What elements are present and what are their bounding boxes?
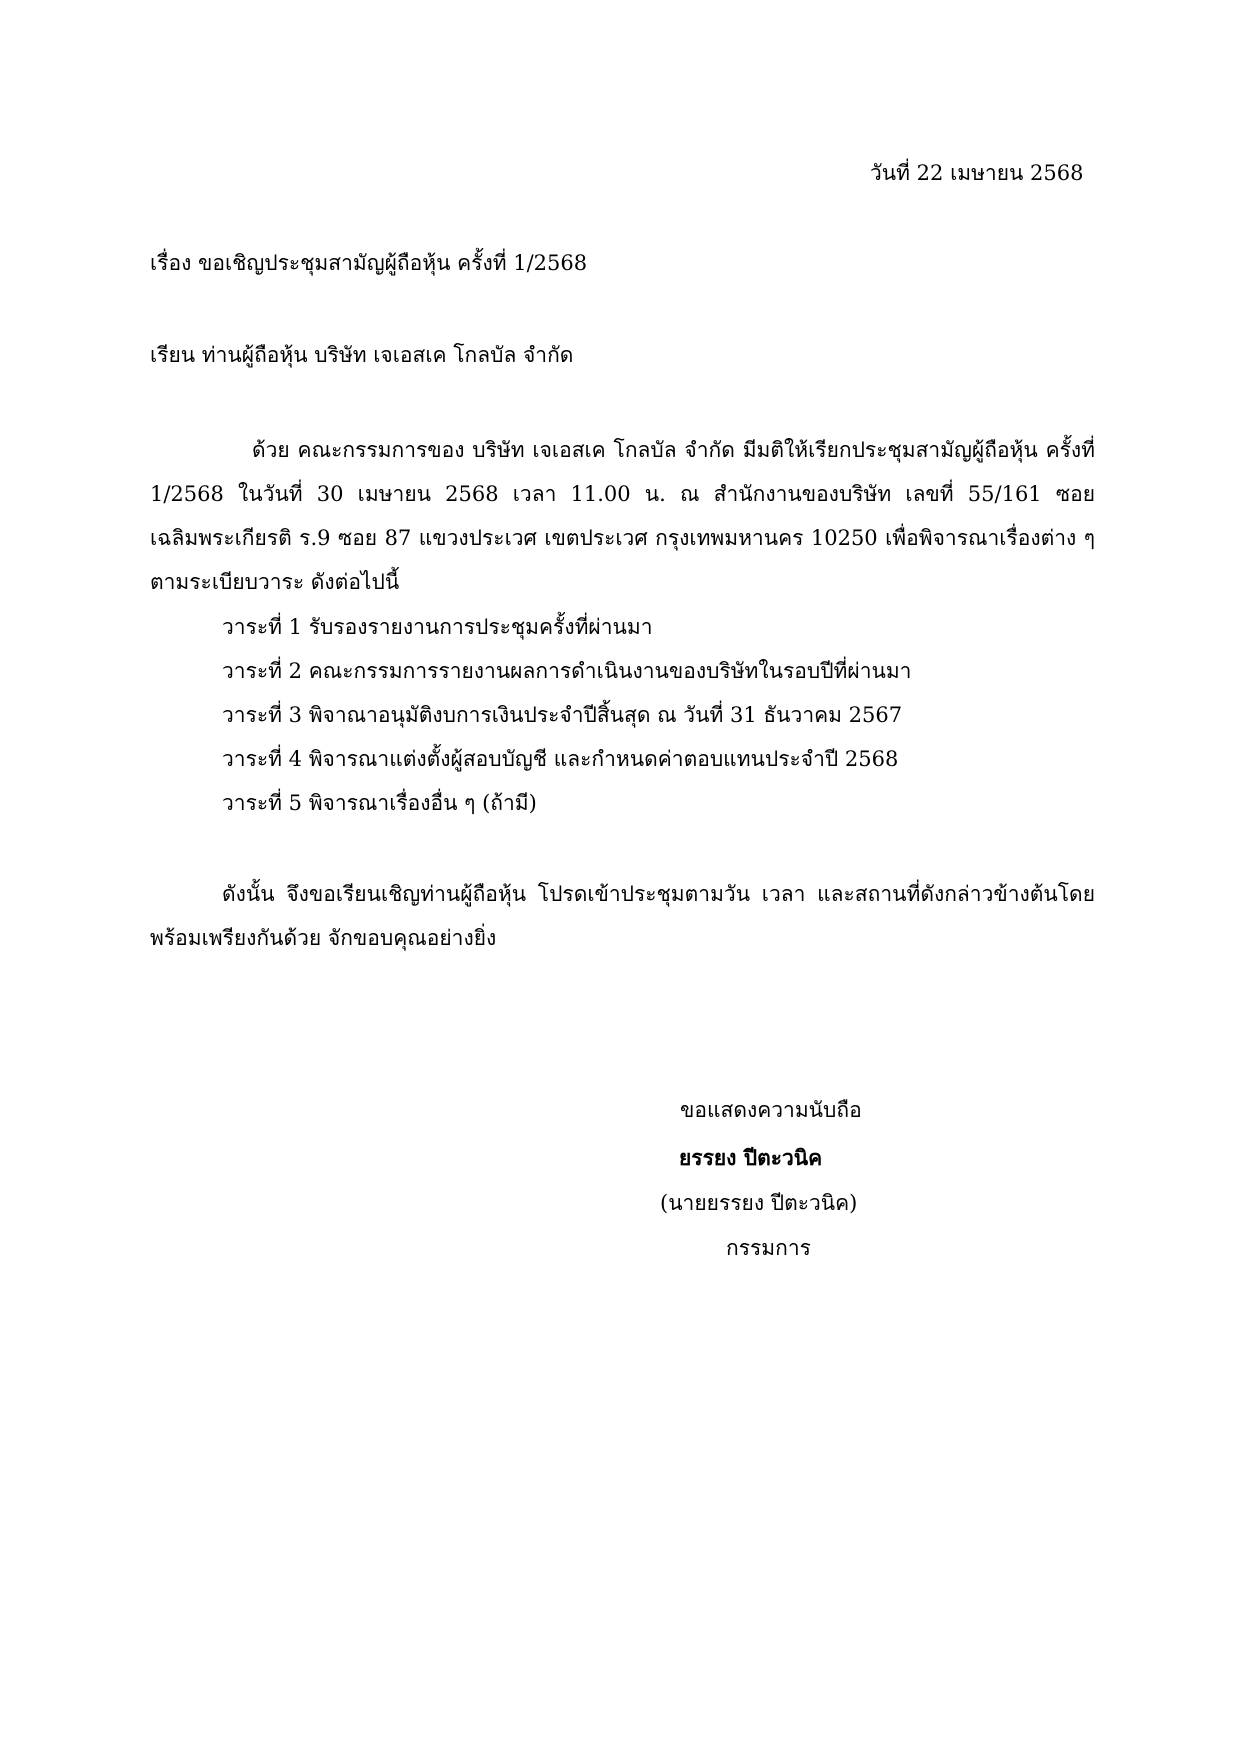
letter-body: ด้วย คณะกรรมการของ บริษัท เจเอสเค โกลบัล จำกัด มีมติให้เรียกประชุมสามัญผู้ถือหุ้น ครั้งที่ 1/2568 ในวันที่ 30 เมษายน 2568 เวลา 11.00 น. ณ สำนักงานของบริษัท เลขที่ 55/161 ซอยเฉลิมพระเกียรติ ร.9 ซอย 87 แขวงประเวศ เขตประเวศ กรุงเทพมหานคร 10250 เพื่อพิจารณาเรื่องต่าง ๆ ตามระเบียบวาระ ดังต่อไปนี้ [150,438,1095,594]
letter-salutation: เรียน ท่านผู้ถือหุ้น บริษัท เจเอสเค โกลบัล จำกัด [150,343,574,367]
signature-title: กรรมการ [726,1236,811,1260]
signature-full-name: (นายยรรยง ปีตะวนิค) [660,1191,858,1215]
agenda-item: วาระที่ 1 รับรองรายงานการประชุมครั้งที่ผ่านมา [222,615,653,639]
agenda-item: วาระที่ 2 คณะกรรมการรายงานผลการดำเนินงานของบริษัทในรอบปีที่ผ่านมา [222,659,912,683]
agenda-list [222,605,911,825]
letter-date: วันที่ 22 เมษายน 2568 [870,161,1084,185]
agenda-item: วาระที่ 3 พิจาณาอนุมัติงบการเงินประจำปีสิ้นสุด ณ วันที่ 31 ธันวาคม 2567 [222,703,903,727]
signature-regards: ขอแสดงความนับถือ [680,1098,862,1122]
letter-subject: เรื่อง ขอเชิญประชุมสามัญผู้ถือหุ้น ครั้งที่ 1/2568 [150,251,588,275]
signature-name: ยรรยง ปีตะวนิค [679,1145,823,1170]
agenda-item: วาระที่ 5 พิจารณาเรื่องอื่น ๆ (ถ้ามี) [222,791,537,815]
letter-closing: ดังนั้น จึงขอเรียนเชิญท่านผู้ถือหุ้น โปรดเข้าประชุมตามวัน เวลา และสถานที่ดังกล่าวข้างต้นโดยพร้อมเพรียงกันด้วย จักขอบคุณอย่างยิ่ง [150,882,1095,950]
agenda-item: วาระที่ 4 พิจารณาแต่งตั้งผู้สอบบัญชี และกำหนดค่าตอบแทนประจำปี 2568 [222,747,899,771]
